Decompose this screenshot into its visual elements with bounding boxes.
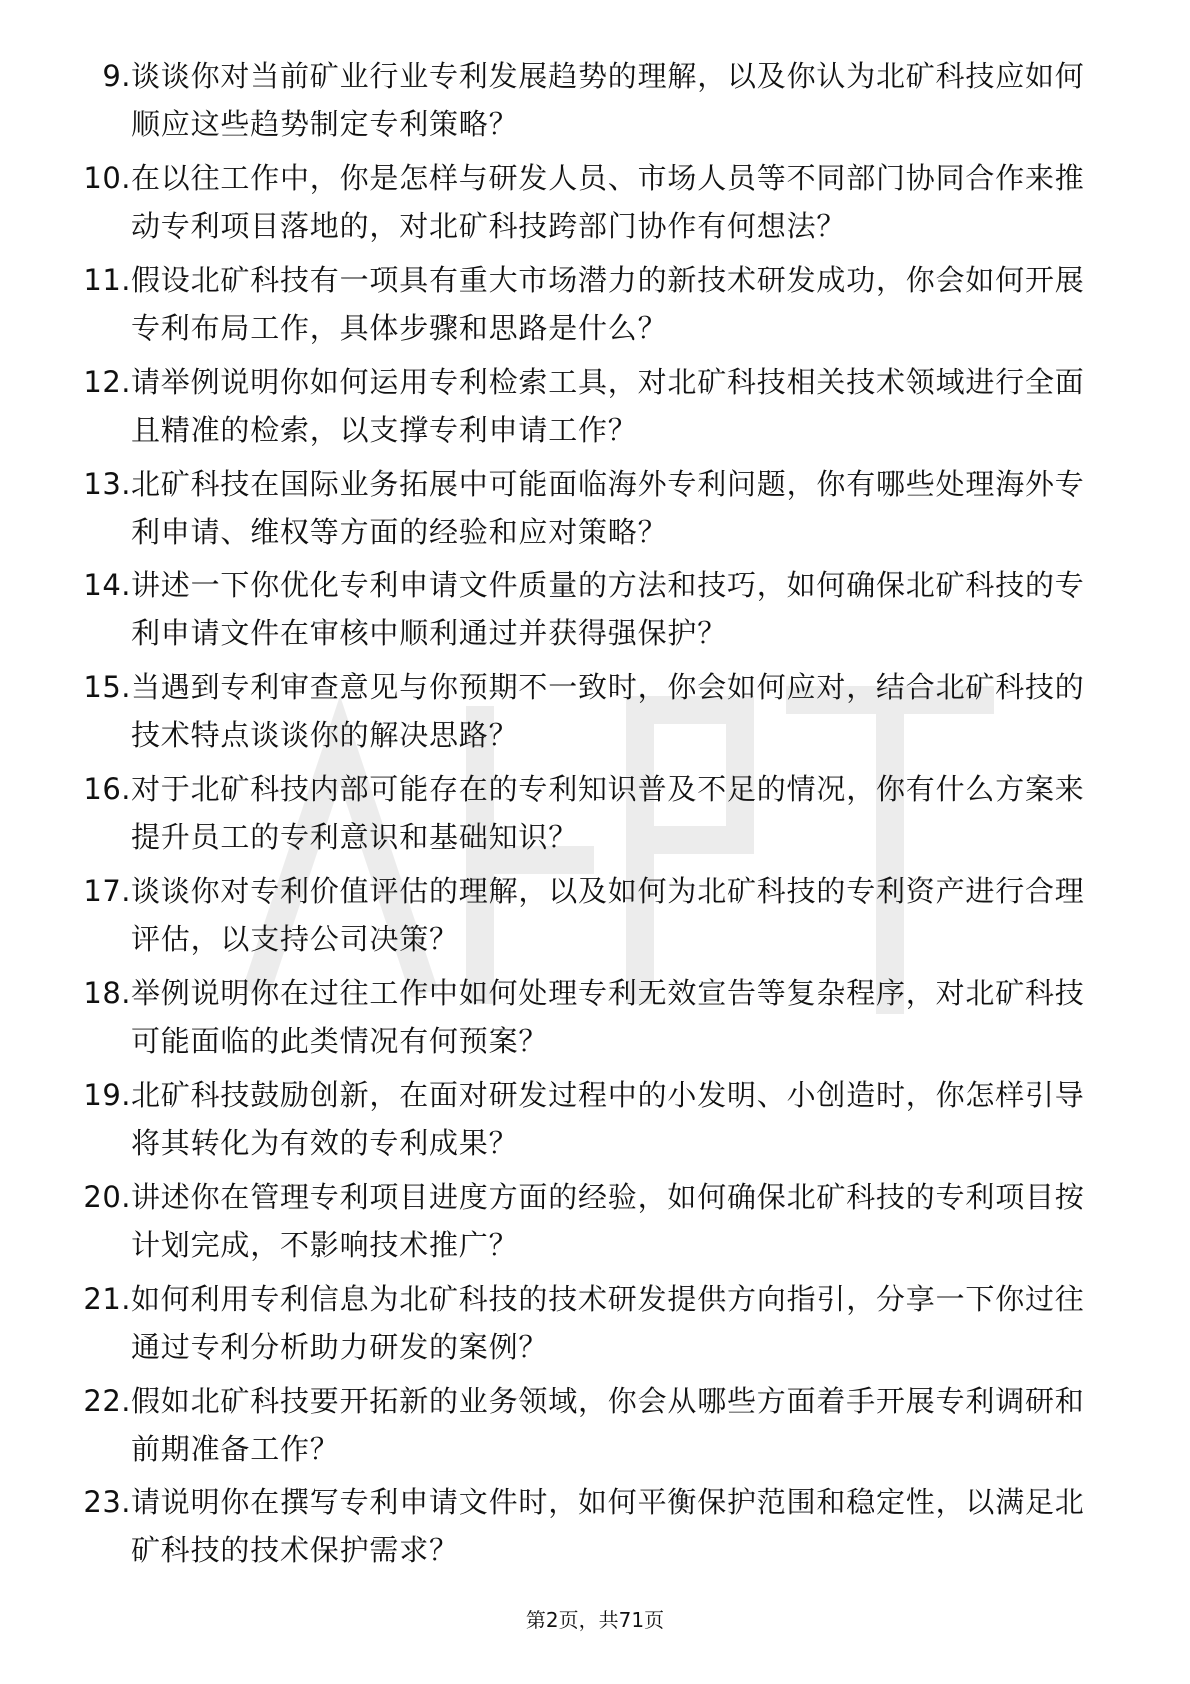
question-number: 21. xyxy=(83,1281,131,1316)
question-item-12 xyxy=(0,358,1190,460)
question-text: 谈谈你对当前矿业行业专利发展趋势的理解，以及你认为北矿科技应如何顺应这些趋势制定专利策略？ xyxy=(131,59,1085,141)
question-item-16 xyxy=(0,765,1190,867)
question-text: 在以往工作中，你是怎样与研发人员、市场人员等不同部门协同合作来推动专利项目落地的，对北矿科技跨部门协作有何想法？ xyxy=(131,160,1085,243)
question-text: 讲述你在管理专利项目进度方面的经验，如何确保北矿科技的专利项目按计划完成，不影响技术推广？ xyxy=(131,1179,1085,1262)
question-item-19 xyxy=(0,1071,1190,1173)
question-number: 20. xyxy=(83,1179,131,1214)
question-item-17 xyxy=(0,867,1190,969)
question-number: 10. xyxy=(83,160,131,195)
question-text: 北矿科技在国际业务拓展中可能面临海外专利问题，你有哪些处理海外专利申请、维权等方面的经验和应对策略？ xyxy=(131,466,1085,549)
question-number: 14. xyxy=(83,568,131,603)
question-number: 15. xyxy=(83,670,131,705)
question-number: 11. xyxy=(83,262,131,297)
question-number: 22. xyxy=(83,1383,131,1418)
question-text: 假设北矿科技有一项具有重大市场潜力的新技术研发成功，你会如何开展专利布局工作，具体步骤和思路是什么？ xyxy=(131,262,1085,345)
question-number: 13. xyxy=(83,466,131,501)
question-item-21 xyxy=(0,1275,1190,1377)
question-text: 如何利用专利信息为北矿科技的技术研发提供方向指引，分享一下你过往通过专利分析助力研发的案例？ xyxy=(131,1281,1085,1364)
question-item-13 xyxy=(0,460,1190,562)
question-number: 17. xyxy=(83,874,131,909)
question-number: 23. xyxy=(83,1485,131,1520)
question-item-11 xyxy=(0,256,1190,358)
question-item-14 xyxy=(0,561,1190,663)
question-text: 谈谈你对专利价值评估的理解，以及如何为北矿科技的专利资产进行合理评估，以支持公司决策？ xyxy=(131,874,1085,957)
question-text: 举例说明你在过往工作中如何处理专利无效宣告等复杂程序，对北矿科技可能面临的此类情况有何预案？ xyxy=(131,976,1085,1059)
question-text: 当遇到专利审查意见与你预期不一致时，你会如何应对，结合北矿科技的技术特点谈谈你的解决思路？ xyxy=(131,670,1085,753)
question-text: 请举例说明你如何运用专利检索工具，对北矿科技相关技术领域进行全面且精准的检索，以支撑专利申请工作？ xyxy=(131,364,1085,447)
question-number: 9. xyxy=(102,59,131,93)
question-text: 对于北矿科技内部可能存在的专利知识普及不足的情况，你有什么方案来提升员工的专利意识和基础知识？ xyxy=(131,772,1085,855)
question-number: 12. xyxy=(83,364,131,399)
question-item-9 xyxy=(0,52,1190,154)
question-item-20 xyxy=(0,1173,1190,1275)
page-number-footer: 第2页，共71页 xyxy=(525,1608,665,1632)
question-number: 18. xyxy=(83,976,131,1011)
question-text: 请说明你在撰写专利申请文件时，如何平衡保护范围和稳定性，以满足北矿科技的技术保护需求？ xyxy=(131,1485,1085,1568)
question-number: 16. xyxy=(83,772,131,807)
question-item-23 xyxy=(0,1478,1190,1580)
question-text: 讲述一下你优化专利申请文件质量的方法和技巧，如何确保北矿科技的专利申请文件在审核中顺利通过并获得强保护？ xyxy=(131,568,1085,651)
question-item-22 xyxy=(0,1377,1190,1479)
question-text: 假如北矿科技要开拓新的业务领域，你会从哪些方面着手开展专利调研和前期准备工作？ xyxy=(131,1383,1085,1466)
question-list xyxy=(0,52,1190,1580)
question-item-15 xyxy=(0,663,1190,765)
question-item-18 xyxy=(0,969,1190,1071)
question-item-10 xyxy=(0,154,1190,256)
question-text: 北矿科技鼓励创新，在面对研发过程中的小发明、小创造时，你怎样引导将其转化为有效的专利成果？ xyxy=(131,1077,1085,1160)
question-number: 19. xyxy=(83,1077,131,1112)
